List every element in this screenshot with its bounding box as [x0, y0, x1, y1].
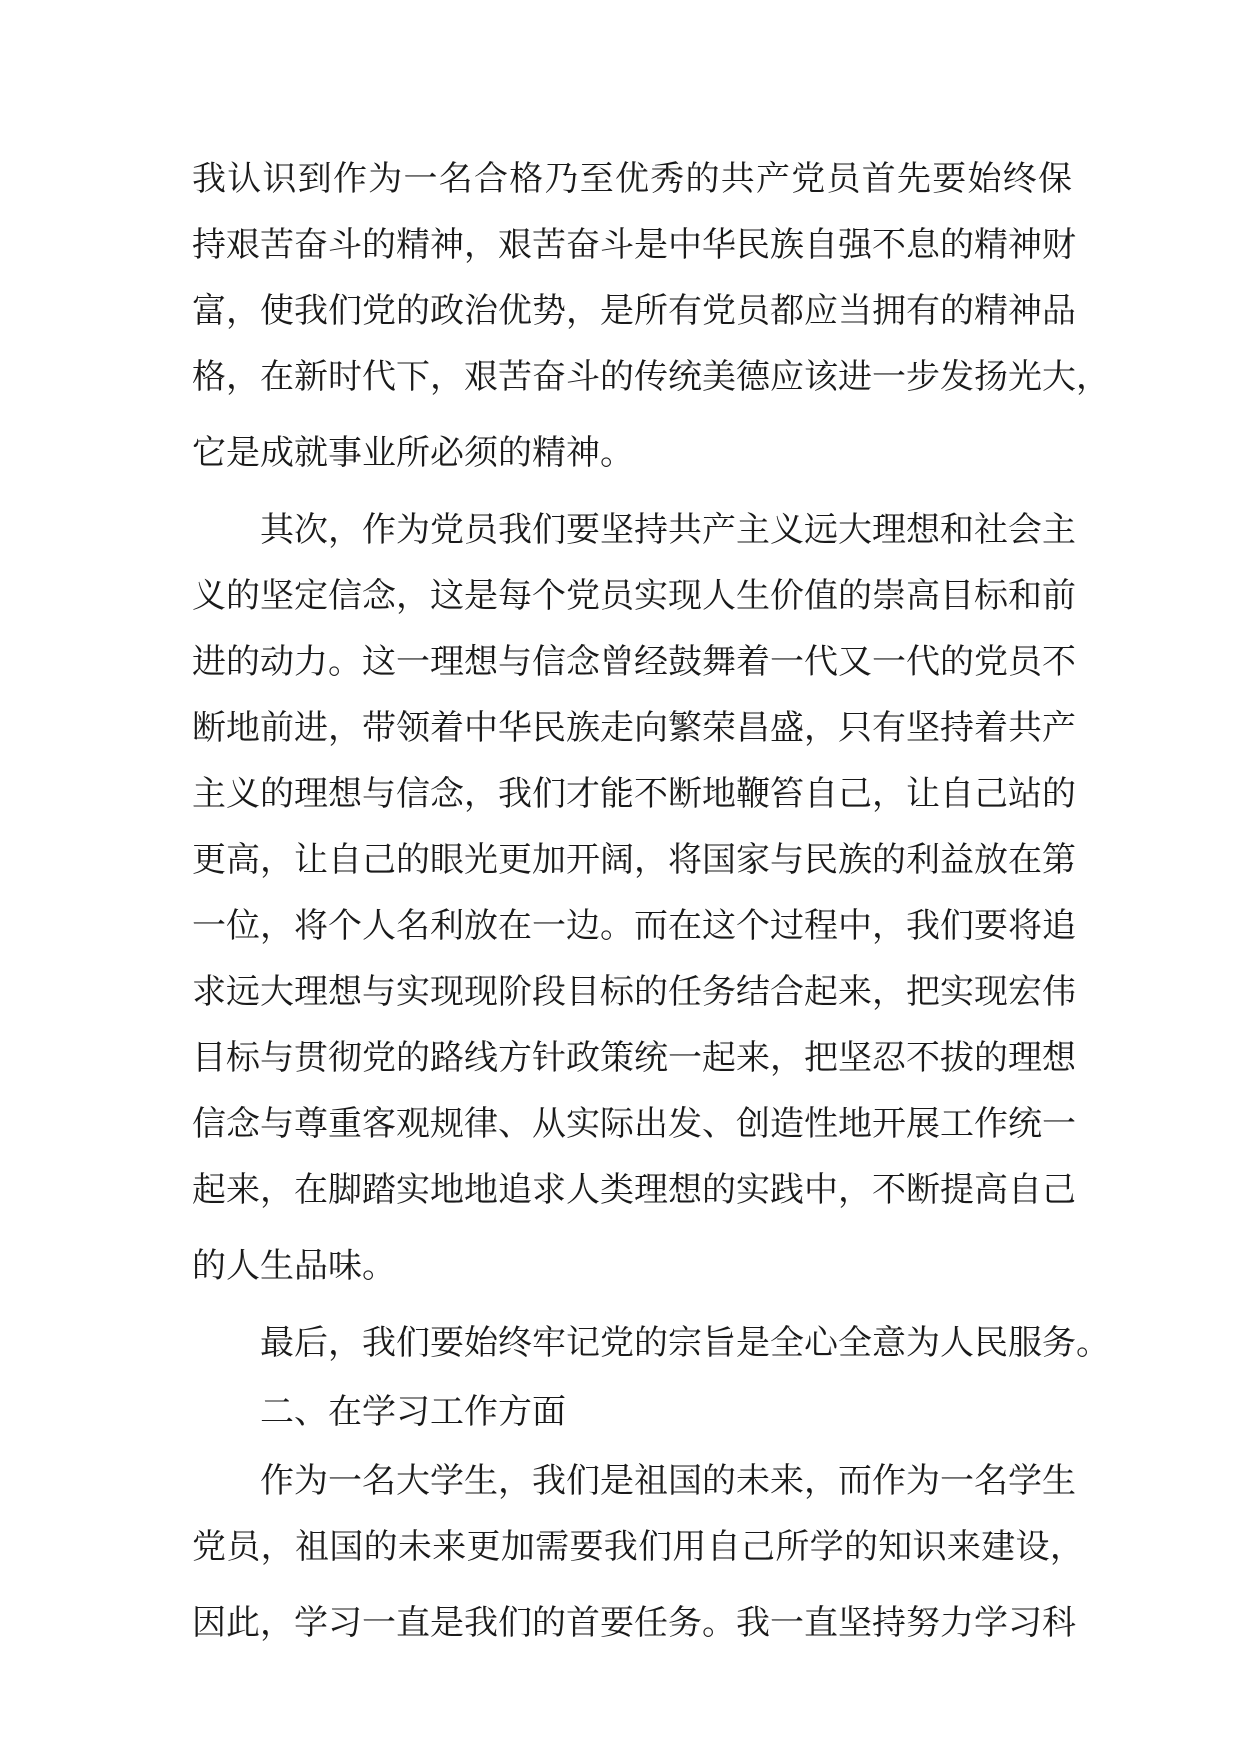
paragraph-2-line-10: 信 念 与 尊 重 客 观 规 律 、 从 实 际 出 发 、 创 造 性 地 开 展 工 作 统 一	[192, 1104, 1076, 1144]
section-heading-study-work: 二、在学习工作方面	[260, 1392, 566, 1432]
paragraph-3-line-1: 最 后 ， 我 们 要 始 终 牢 记 党 的 宗 旨 是 全 心 全 意 为 人 民 服 务 。	[260, 1323, 1110, 1363]
paragraph-1-line-5: 它是成就事业所必须的精神。	[192, 433, 634, 473]
paragraph-2-line-12: 的人生品味。	[192, 1246, 396, 1286]
paragraph-2-line-9: 目 标 与 贯 彻 党 的 路 线 方 针 政 策 统 一 起 来 ， 把 坚 忍 不 拔 的 理 想	[192, 1038, 1076, 1078]
paragraph-4-line-2: 党 员 ， 祖 国 的 未 来 更 加 需 要 我 们 用 自 己 所 学 的 知 识 来 建 设 ，	[192, 1527, 1084, 1567]
paragraph-1-line-3: 富 ， 使 我 们 党 的 政 治 优 势 ， 是 所 有 党 员 都 应 当 拥 有 的 精 神 品	[192, 291, 1076, 331]
paragraph-2-line-6: 更 高 ， 让 自 己 的 眼 光 更 加 开 阔 ， 将 国 家 与 民 族 的 利 益 放 在 第	[192, 840, 1076, 880]
paragraph-2-line-4: 断 地 前 进 ， 带 领 着 中 华 民 族 走 向 繁 荣 昌 盛 ， 只 有 坚 持 着 共 产	[192, 708, 1076, 748]
paragraph-1-line-4: 格 ， 在 新 时 代 下 ， 艰 苦 奋 斗 的 传 统 美 德 应 该 进 一 步 发 扬 光 大 ，	[192, 357, 1110, 397]
paragraph-2-line-3: 进 的 动 力 。 这 一 理 想 与 信 念 曾 经 鼓 舞 着 一 代 又 一 代 的 党 员 不	[192, 642, 1076, 682]
paragraph-4-line-1: 作 为 一 名 大 学 生 ， 我 们 是 祖 国 的 未 来 ， 而 作 为 一 名 学 生	[260, 1461, 1076, 1501]
paragraph-2-line-5: 主 义 的 理 想 与 信 念 ， 我 们 才 能 不 断 地 鞭 笞 自 己 ， 让 自 己 站 的	[192, 774, 1076, 814]
paragraph-1-line-2: 持 艰 苦 奋 斗 的 精 神 ， 艰 苦 奋 斗 是 中 华 民 族 自 强 不 息 的 精 神 财	[192, 225, 1076, 265]
paragraph-2-line-8: 求 远 大 理 想 与 实 现 现 阶 段 目 标 的 任 务 结 合 起 来 ， 把 实 现 宏 伟	[192, 972, 1076, 1012]
paragraph-4-line-3: 因 此 ， 学 习 一 直 是 我 们 的 首 要 任 务 。 我 一 直 坚 持 努 力 学 习 科	[192, 1603, 1076, 1643]
paragraph-2-line-1: 其 次 ， 作 为 党 员 我 们 要 坚 持 共 产 主 义 远 大 理 想 和 社 会 主	[260, 510, 1076, 550]
paragraph-2-line-2: 义 的 坚 定 信 念 ， 这 是 每 个 党 员 实 现 人 生 价 值 的 崇 高 目 标 和 前	[192, 576, 1076, 616]
paragraph-1-line-1: 我 认 识 到 作 为 一 名 合 格 乃 至 优 秀 的 共 产 党 员 首 先 要 始 终 保	[192, 159, 1072, 199]
paragraph-2-line-7: 一 位 ， 将 个 人 名 利 放 在 一 边 。 而 在 这 个 过 程 中 ， 我 们 要 将 追	[192, 906, 1076, 946]
paragraph-2-line-11: 起 来 ， 在 脚 踏 实 地 地 追 求 人 类 理 想 的 实 践 中 ， 不 断 提 高 自 己	[192, 1170, 1076, 1210]
